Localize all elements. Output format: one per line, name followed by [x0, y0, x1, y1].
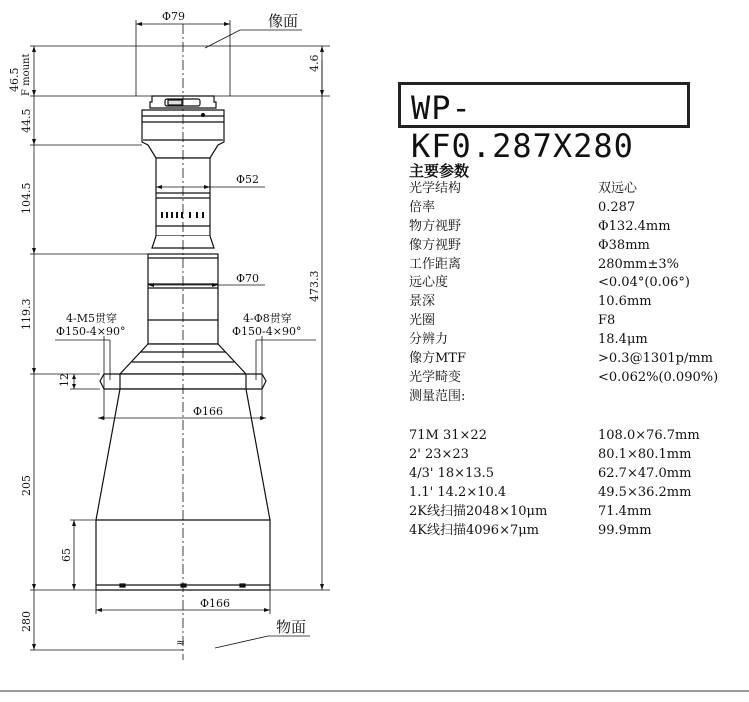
dim-top-diameter: Φ79 [162, 10, 186, 23]
holes-right-line2: Φ150-4×90° [232, 325, 302, 338]
dim-104-5: 104.5 [20, 182, 33, 214]
dim-473-3: 473.3 [308, 270, 321, 302]
measure-sensor: 4/3' 18×13.5 [409, 466, 495, 481]
param-label: 测量范围: [409, 388, 466, 404]
measure-row [409, 426, 700, 445]
measure-sensor: 2' 23×23 [409, 447, 469, 462]
model-title-box [398, 82, 690, 165]
measure-value: 80.1×80.1mm [598, 447, 692, 462]
image-plane-label: 像面 [268, 12, 299, 30]
dim-280: 280 [20, 611, 33, 632]
param-label: 光学畸变 [409, 369, 462, 385]
holes-right-line1: 4-Φ8贯穿 [243, 312, 292, 325]
param-label: 倍率 [409, 199, 436, 215]
param-value: F8 [598, 313, 616, 329]
param-label: 工作距离 [409, 256, 462, 272]
param-row [409, 331, 648, 350]
param-value: Φ38mm [598, 237, 650, 253]
param-row [409, 350, 714, 369]
param-label: 光圈 [409, 313, 436, 329]
dim-4-6: 4.6 [308, 54, 321, 72]
param-value: <0.062%(0.090%) [598, 369, 719, 385]
param-row [409, 237, 650, 256]
param-value: <0.04°(0.06°) [598, 275, 690, 291]
param-row [409, 199, 636, 218]
measure-value: 49.5×36.2mm [598, 485, 692, 500]
param-row [409, 369, 719, 388]
holes-left-line2: Φ150-4×90° [56, 325, 126, 338]
measurement-range-table [409, 426, 700, 540]
param-value: 18.4μm [598, 332, 648, 348]
dim-46-5: 46.5 [8, 67, 21, 92]
param-label: 像方MTF [409, 351, 467, 367]
param-label: 景深 [409, 294, 436, 310]
measure-sensor: 4K线扫描4096×7μm [409, 523, 540, 538]
param-row [409, 274, 690, 293]
measure-sensor: 71M 31×22 [409, 428, 487, 443]
param-row [409, 388, 469, 407]
param-value: >0.3@1301p/mm [598, 351, 714, 367]
param-value: 0.287 [598, 199, 636, 215]
dim-diameter-166-bottom: Φ166 [200, 597, 231, 610]
param-label: 分辨力 [409, 332, 449, 348]
object-plane-label: 物面 [276, 618, 307, 636]
dim-diameter-52: Φ52 [236, 173, 260, 186]
measure-value: 71.4mm [598, 504, 652, 519]
measure-row [409, 464, 692, 483]
dim-12: 12 [58, 373, 71, 387]
measure-sensor: 1.1' 14.2×10.4 [409, 485, 507, 500]
param-label: 物方视野 [409, 218, 462, 234]
param-row [409, 293, 652, 312]
dim-44-5: 44.5 [20, 108, 33, 133]
param-label: 光学结构 [409, 181, 462, 196]
param-row [409, 312, 616, 331]
measure-sensor: 2K线扫描2048×10μm [409, 504, 548, 519]
dim-65: 65 [60, 548, 73, 562]
measure-row [409, 483, 692, 502]
parameters-table [409, 162, 719, 407]
measure-value: 62.7×47.0mm [598, 466, 692, 481]
parameters-heading: 主要参数 [409, 162, 470, 180]
param-value: 280mm±3% [598, 256, 679, 272]
dim-205: 205 [20, 475, 33, 496]
dim-diameter-70: Φ70 [236, 272, 260, 285]
param-label: 像方视野 [409, 237, 462, 253]
footer-divider [0, 690, 749, 692]
param-row [409, 218, 671, 237]
param-value: 双远心 [598, 181, 638, 196]
measure-value: 108.0×76.7mm [598, 428, 700, 443]
holes-left-line1: 4-M5贯穿 [66, 312, 117, 325]
measure-value: 99.9mm [598, 523, 652, 538]
param-label: 远心度 [409, 275, 449, 291]
svg-text:≈: ≈ [176, 636, 186, 649]
measure-row [409, 445, 692, 464]
param-row [409, 256, 679, 275]
measure-row [409, 521, 652, 540]
measure-row [409, 502, 652, 521]
model-title: WP-KF0.287X280 [411, 89, 634, 165]
dim-diameter-166-top: Φ166 [193, 405, 224, 418]
dim-f-mount: F mount [21, 53, 32, 96]
param-row [409, 180, 638, 199]
param-value: Φ132.4mm [598, 218, 671, 234]
param-value: 10.6mm [598, 294, 652, 310]
dim-119-3: 119.3 [20, 298, 33, 330]
